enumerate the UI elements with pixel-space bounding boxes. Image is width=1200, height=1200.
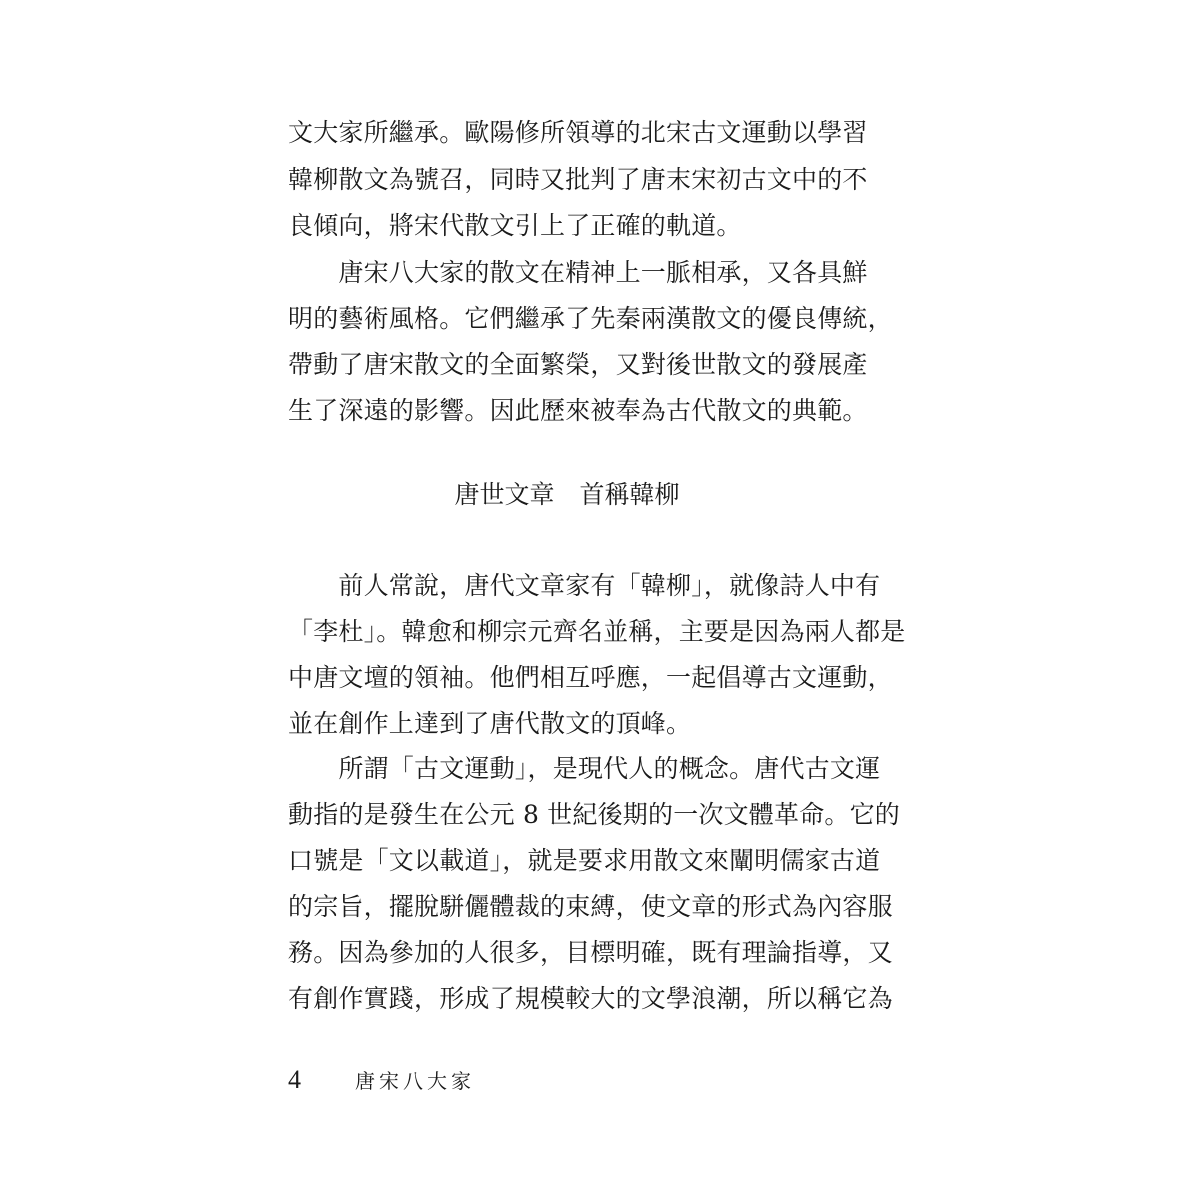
text-line: 口號是「文以載道」，就是要求用散文來闡明儒家古道 xyxy=(288,846,881,875)
text-line: 有創作實踐，形成了規模較大的文學浪潮，所以稱它為 xyxy=(288,984,893,1013)
text-line: 帶動了唐宋散文的全面繁榮，又對後世散文的發展產 xyxy=(288,350,868,379)
text-line: 「李杜」。韓愈和柳宗元齊名並稱，主要是因為兩人都是 xyxy=(288,617,906,646)
text-line: 生了深遠的影響。因此歷來被奉為古代散文的典範。 xyxy=(288,396,868,425)
text-line: 務。因為參加的人很多，目標明確，既有理論指導，又 xyxy=(288,938,893,967)
page-footer xyxy=(288,1060,475,1100)
page-number: 4 xyxy=(288,1065,301,1094)
text-line: 並在創作上達到了唐代散文的頂峰。 xyxy=(288,709,692,738)
text-line: 所謂「古文運動」，是現代人的概念。唐代古文運 xyxy=(288,754,881,783)
running-title: 唐宋八大家 xyxy=(355,1069,475,1093)
text-line: 的宗旨，擺脫駢儷體裁的束縛，使文章的形式為內容服 xyxy=(288,892,893,921)
text-line: 韓柳散文為號召，同時又批判了唐末宋初古文中的不 xyxy=(288,165,868,194)
text-line: 中唐文壇的領袖。他們相互呼應，一起倡導古文運動， xyxy=(288,663,893,692)
text-line: 前人常說，唐代文章家有「韓柳」，就像詩人中有 xyxy=(288,571,881,600)
text-line: 唐宋八大家的散文在精神上一脈相承，又各具鮮 xyxy=(288,258,868,287)
text-line: 文大家所繼承。歐陽修所領導的北宋古文運動以學習 xyxy=(288,118,868,147)
text-line: 良傾向，將宋代散文引上了正確的軌道。 xyxy=(288,211,742,240)
text-line: 動指的是發生在公元 8 世紀後期的一次文體革命。它的 xyxy=(288,800,901,829)
section-heading: 唐世文章 首稱韓柳 xyxy=(454,480,680,509)
text-line: 明的藝術風格。它們繼承了先秦兩漢散文的優良傳統， xyxy=(288,304,893,333)
